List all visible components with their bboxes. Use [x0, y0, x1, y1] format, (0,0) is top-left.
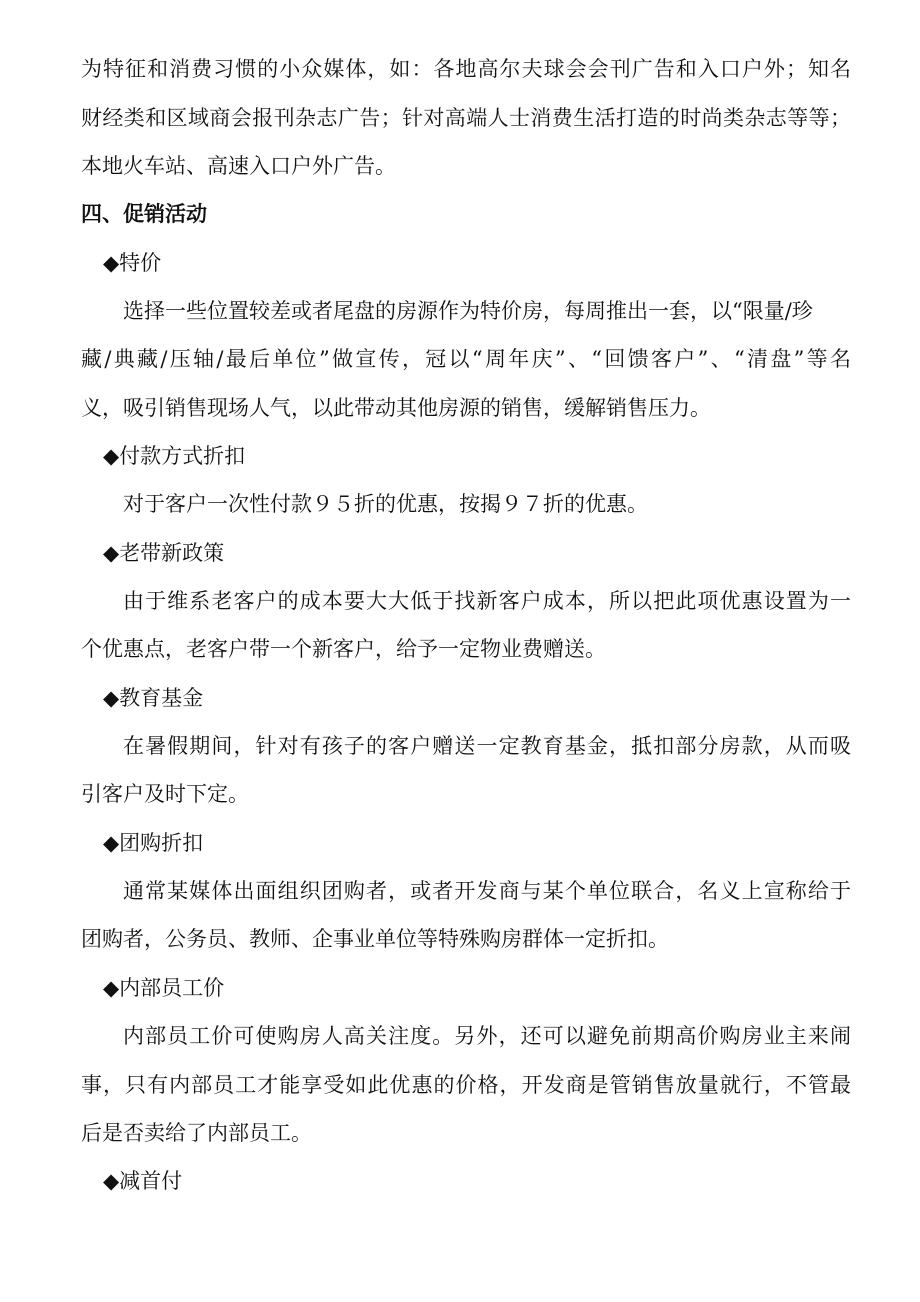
item-text-line: 内部员工价可使购房人高关注度。另外，还可以避免前期高价购房业主来闹 — [123, 1024, 851, 1048]
item-text-line: 选择一些位置较差或者尾盘的房源作为特价房，每周推出一套，以“限量/珍 — [123, 299, 813, 323]
intro-line-1: 为特征和消费习惯的小众媒体，如：各地高尔夫球会会刊广告和入口户外；知名 — [81, 57, 851, 81]
item-title-group-discount: ◆团购折扣 — [103, 831, 204, 855]
item-text-line: 由于维系老客户的成本要大大低于找新客户成本，所以把此项优惠设置为一 — [123, 589, 851, 613]
intro-line-2: 财经类和区域商会报刊杂志广告；针对高端人士消费生活打造的时尚类杂志等等； — [81, 106, 851, 130]
item-text-line: 在暑假期间，针对有孩子的客户赠送一定教育基金，抵扣部分房款，从而吸 — [123, 734, 851, 758]
item-title-education-fund: ◆教育基金 — [103, 686, 204, 710]
item-text-line: 团购者，公务员、教师、企事业单位等特殊购房群体一定折扣。 — [81, 927, 669, 951]
item-title-referral-policy: ◆老带新政策 — [103, 541, 225, 565]
item-title-staff-price: ◆内部员工价 — [103, 976, 225, 1000]
item-text-line: 义，吸引销售现场人气，以此带动其他房源的销售，缓解销售压力。 — [81, 396, 711, 420]
item-text-line: 引客户及时下定。 — [81, 782, 249, 806]
intro-line-3: 本地火车站、高速入口户外广告。 — [81, 154, 396, 178]
item-text-line: 通常某媒体出面组织团购者，或者开发商与某个单位联合，名义上宣称给于 — [123, 879, 851, 903]
item-text-line: 事，只有内部员工才能享受如此优惠的价格，开发商是管销售放量就行，不管最 — [81, 1073, 851, 1097]
item-title-special-price: ◆特价 — [103, 251, 162, 275]
section-heading: 四、促销活动 — [81, 201, 207, 226]
item-text-line: 对于客户一次性付款９５折的优惠，按揭９７折的优惠。 — [123, 492, 648, 516]
item-text-line: 后是否卖给了内部员工。 — [81, 1121, 312, 1145]
item-text-line: 个优惠点，老客户带一个新客户，给予一定物业费赠送。 — [81, 637, 606, 661]
item-text-line: 藏/典藏/压轴/最后单位”做宣传，冠以“周年庆”、“回馈客户”、“清盘”等名 — [81, 347, 851, 371]
item-title-reduced-down-payment: ◆减首付 — [103, 1169, 183, 1193]
item-title-payment-discount: ◆付款方式折扣 — [103, 444, 246, 468]
